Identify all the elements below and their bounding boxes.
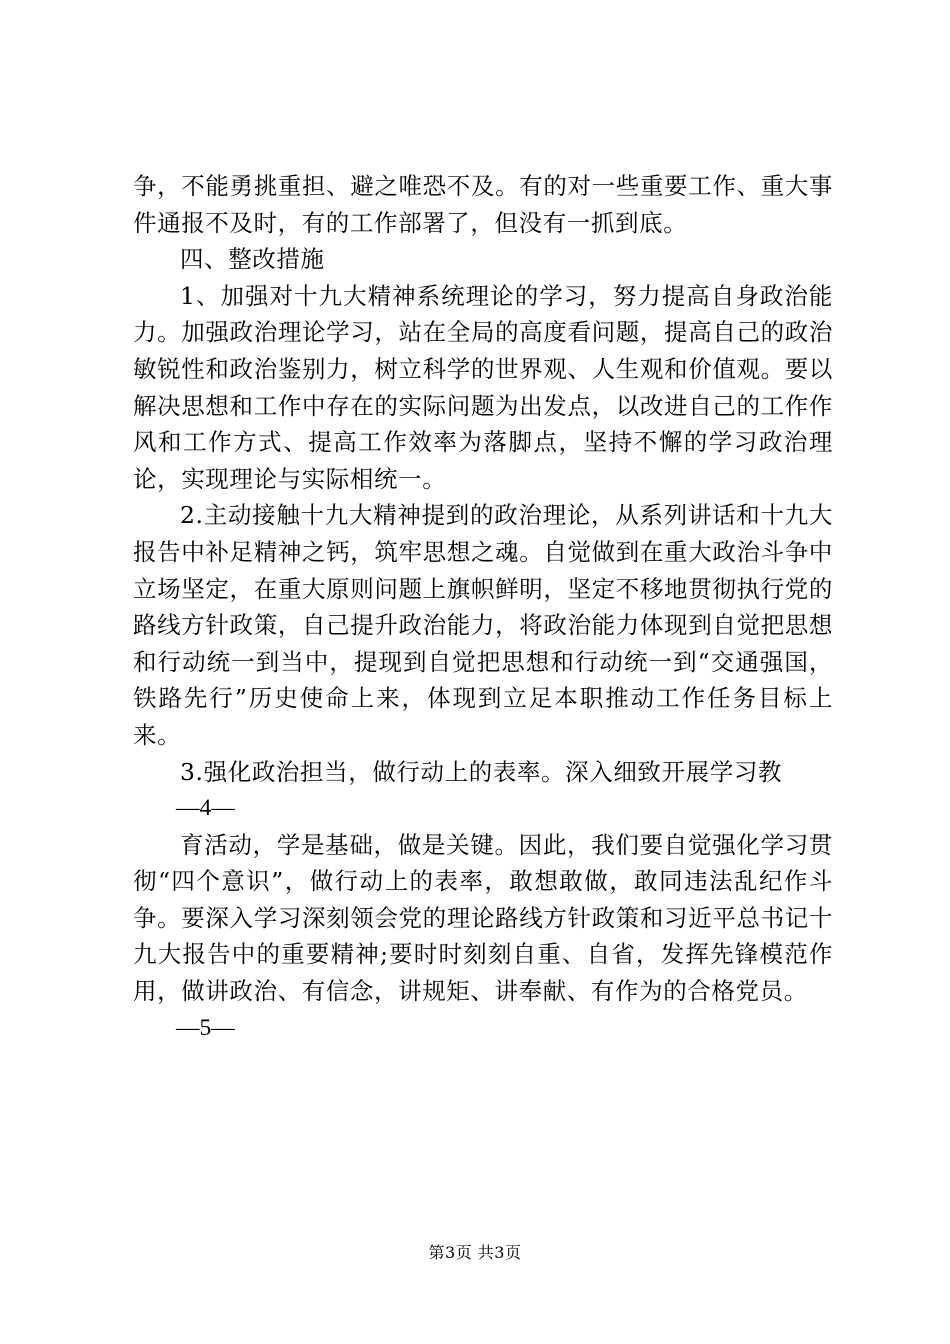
section-heading: 四、整改措施 — [180, 245, 325, 274]
page-footer: 第3页 共3页 — [428, 1243, 522, 1262]
document-body — [133, 168, 833, 1046]
paragraph-item-2: 2.主动接触十九大精神提到的政治理论，从系列讲话和十九大报告中补足精神之钙，筑牢思想之魂。自觉做到在重大政治斗争中立场坚定，在重大原则问题上旗帜鲜明，坚定不移地贯彻执行党的路线方针政策，自己提升政治能力，将政治能力体现到自觉把思想和行动统一到当中，提现到自觉把思想和行动统一到“交通强国，铁路先行”历史使命上来，体现到立足本职推动工作任务目标上来。 — [133, 501, 833, 749]
paragraph-item-3-continued: 育活动，学是基础，做是关键。因此，我们要自觉强化学习贯彻“四个意识”，做行动上的表率，敢想敢做，敢同违法乱纪作斗争。要深入学习深刻领会党的理论路线方针政策和习近平总书记十九大报告中的重要精神;要时时刻刻自重、自省，发挥先锋模范作用，做讲政治、有信念，讲规矩、讲奉献、有作为的合格党员。 — [133, 830, 833, 1006]
paragraph-continuation: 争，不能勇挑重担、避之唯恐不及。有的对一些重要工作、重大事件通报不及时，有的工作部署了，但没有一抓到底。 — [133, 172, 833, 237]
inline-page-marker-5: —5— — [176, 1014, 235, 1041]
inline-page-marker-4: —4— — [176, 795, 235, 822]
paragraph-item-3-start: 3.强化政治担当，做行动上的表率。深入细致开展学习教 — [180, 757, 783, 786]
paragraph-item-1: 1、加强对十九大精神系统理论的学习，努力提高自身政治能力。加强政治理论学习，站在全局的高度看问题，提高自己的政治敏锐性和政治鉴别力，树立科学的世界观、人生观和价值观。要以解决思想和工作中存在的实际问题为出发点，以改进自己的工作作风和工作方式、提高工作效率为落脚点，坚持不懈的学习政治理论，实现理论与实际相统一。 — [133, 281, 833, 493]
